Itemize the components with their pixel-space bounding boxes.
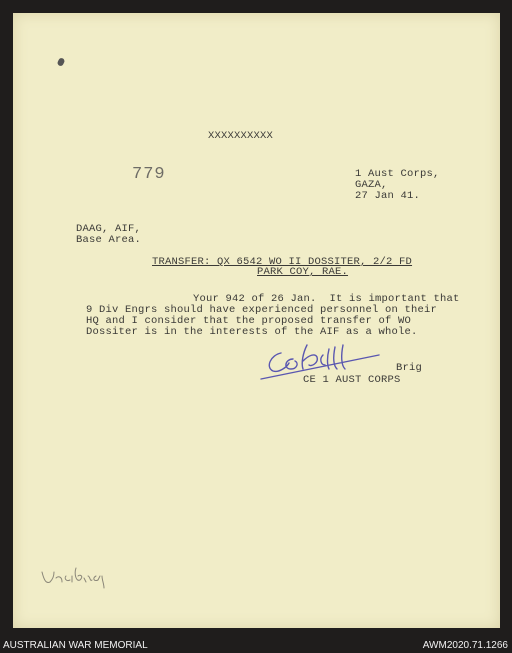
reference-number: 779 bbox=[132, 165, 166, 184]
recipient-address-line: DAAG, AIF, bbox=[76, 223, 142, 235]
recipient-address-line: Base Area. bbox=[76, 234, 142, 246]
body-line: Your 942 of 26 Jan. It is important that bbox=[193, 293, 460, 305]
signatory-rank: Brig bbox=[396, 362, 423, 374]
signatory-appointment: CE 1 AUST CORPS bbox=[303, 374, 401, 386]
body-line: HQ and I consider that the proposed transfer of WO bbox=[86, 315, 412, 327]
pencil-annotation bbox=[40, 566, 110, 590]
subject-line: TRANSFER: QX 6542 WO II DOSSITER, 2/2 FD bbox=[152, 256, 413, 268]
footer-accession-number: AWM2020.71.1266 bbox=[422, 640, 508, 651]
classification-marking: XXXXXXXXXX bbox=[208, 130, 274, 142]
body-line: Dossiter is in the interests of the AIF as a whole. bbox=[86, 326, 418, 338]
footer-institution: AUSTRALIAN WAR MEMORIAL bbox=[3, 640, 148, 651]
body-line: 9 Div Engrs should have experienced personnel on their bbox=[86, 304, 438, 316]
sender-address-line: GAZA, bbox=[355, 179, 388, 191]
document-page bbox=[13, 13, 500, 628]
sender-date-line: 27 Jan 41. bbox=[355, 190, 421, 202]
ink-mark bbox=[57, 57, 66, 67]
subject-line: PARK COY, RAE. bbox=[257, 266, 349, 278]
sender-address-line: 1 Aust Corps, bbox=[355, 168, 440, 180]
